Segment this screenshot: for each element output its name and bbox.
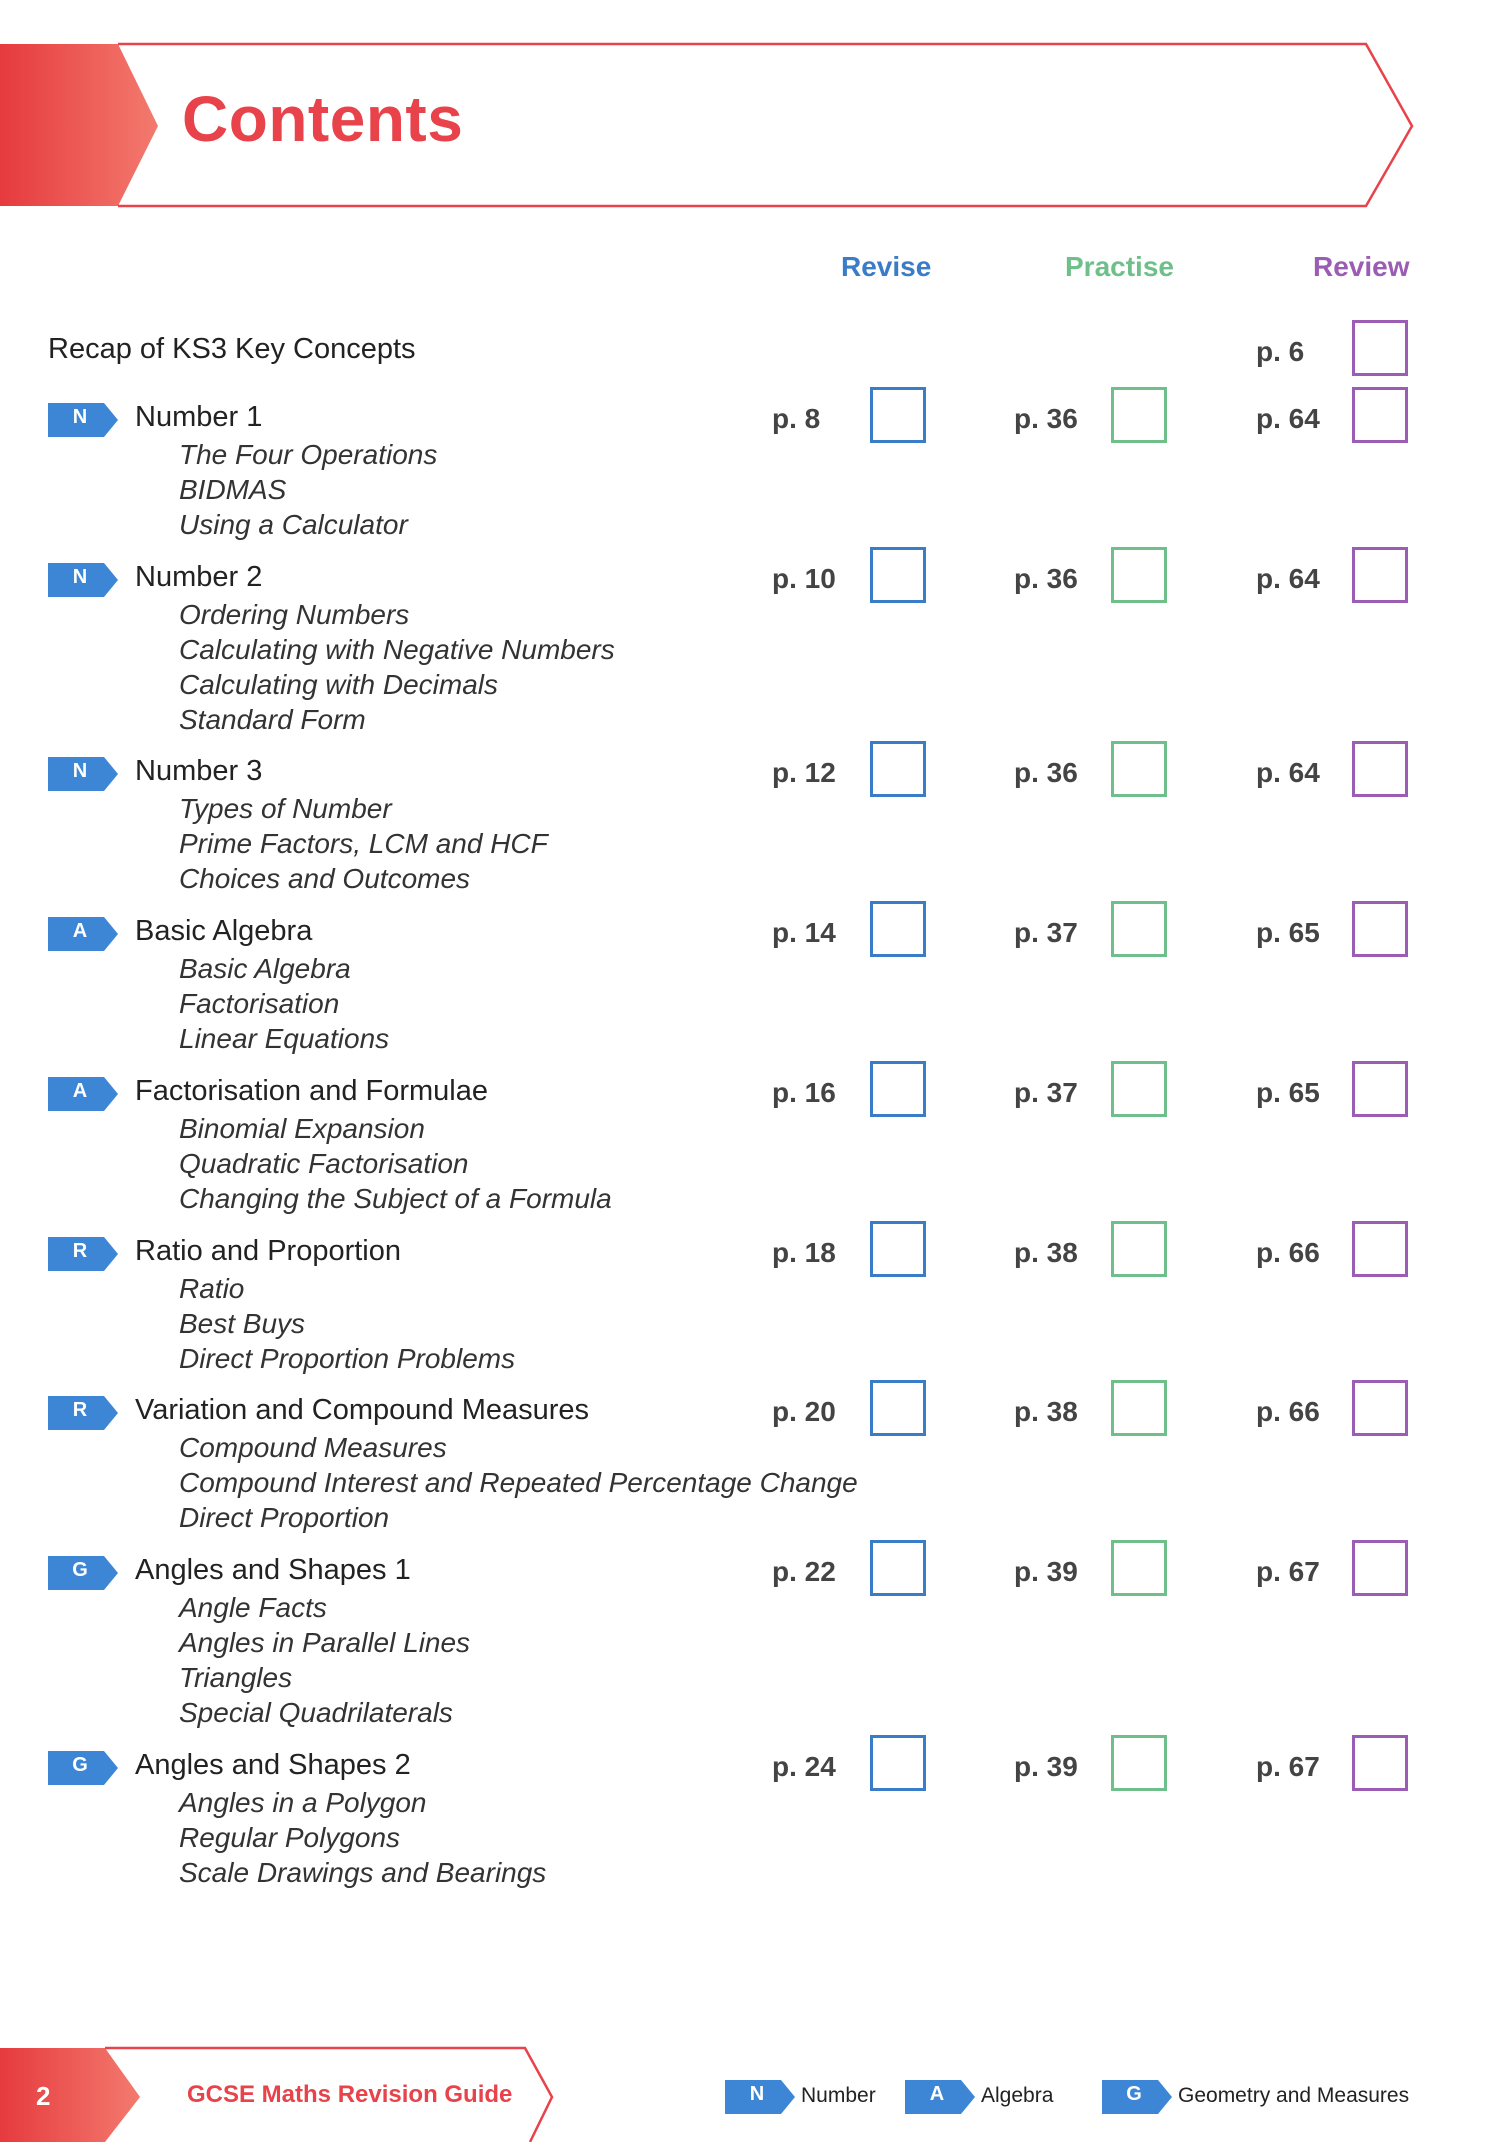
legend-badge — [1102, 2080, 1174, 2114]
subtopic-list — [179, 951, 389, 1056]
legend-badge-letter: N — [749, 2083, 765, 2105]
recap-title: Recap of KS3 Key Concepts — [48, 333, 416, 365]
subtopic-item: Changing the Subject of a Formula — [179, 1183, 612, 1214]
practise-checkbox[interactable] — [1111, 901, 1167, 957]
footer-chevron — [0, 2048, 140, 2142]
topic-title: Number 1 — [135, 401, 263, 433]
subtopic-item: Direct Proportion Problems — [179, 1343, 516, 1374]
revise-page: p. 10 — [772, 563, 836, 594]
topic-badge — [48, 1556, 120, 1590]
revise-checkbox[interactable] — [870, 741, 926, 797]
topic-badge — [48, 563, 120, 597]
subtopic-item: Angle Facts — [179, 1592, 327, 1623]
topic-badge — [48, 1237, 120, 1271]
topic-title: Variation and Compound Measures — [135, 1394, 590, 1426]
revise-page: p. 20 — [772, 1396, 836, 1427]
subtopic-list — [179, 437, 437, 542]
topic-title: Angles and Shapes 1 — [135, 1554, 411, 1586]
legend-badge-letter: G — [1126, 2083, 1142, 2105]
subtopic-item: Types of Number — [179, 793, 392, 824]
subtopic-item: Prime Factors, LCM and HCF — [179, 828, 548, 859]
practise-checkbox[interactable] — [1111, 1221, 1167, 1277]
subtopic-item: The Four Operations — [179, 439, 438, 470]
subtopic-item: Linear Equations — [179, 1023, 390, 1054]
revise-page: p. 12 — [772, 757, 836, 788]
practise-checkbox[interactable] — [1111, 1540, 1167, 1596]
review-page: p. 67 — [1256, 1751, 1320, 1782]
recap-review-checkbox[interactable] — [1352, 320, 1408, 376]
subtopic-list — [179, 1111, 612, 1216]
subtopic-item: Binomial Expansion — [179, 1113, 425, 1144]
subtopic-list — [179, 597, 615, 737]
subtopic-item: Calculating with Decimals — [179, 669, 499, 700]
revise-page: p. 14 — [772, 917, 836, 948]
practise-checkbox[interactable] — [1111, 1735, 1167, 1791]
topic-badge-letter: R — [72, 1240, 88, 1262]
topic-badge-letter: A — [72, 920, 88, 942]
subtopic-list — [179, 791, 548, 896]
subtopic-list — [179, 1785, 546, 1890]
review-page: p. 67 — [1256, 1556, 1320, 1587]
legend-badge — [905, 2080, 977, 2114]
column-header-practise: Practise — [1065, 251, 1174, 282]
subtopic-item: BIDMAS — [179, 474, 287, 505]
subtopic-item: Angles in a Polygon — [179, 1787, 427, 1818]
review-checkbox[interactable] — [1352, 741, 1408, 797]
subtopic-item: Quadratic Factorisation — [179, 1148, 469, 1179]
revise-checkbox[interactable] — [870, 901, 926, 957]
practise-checkbox[interactable] — [1111, 741, 1167, 797]
review-checkbox[interactable] — [1352, 387, 1408, 443]
subtopic-item: Basic Algebra — [179, 953, 351, 984]
subtopic-list — [179, 1430, 858, 1535]
topic-title: Factorisation and Formulae — [135, 1075, 488, 1107]
topic-badge — [48, 917, 120, 951]
review-page: p. 64 — [1256, 757, 1320, 788]
practise-page: p. 36 — [1014, 757, 1078, 788]
review-checkbox[interactable] — [1352, 1540, 1408, 1596]
review-checkbox[interactable] — [1352, 1735, 1408, 1791]
topic-badge — [48, 403, 120, 437]
subtopic-item: Using a Calculator — [179, 509, 408, 540]
subtopic-item: Ordering Numbers — [179, 599, 410, 630]
review-page: p. 66 — [1256, 1237, 1320, 1268]
topic-badge — [48, 757, 120, 791]
practise-page: p. 39 — [1014, 1751, 1078, 1782]
practise-checkbox[interactable] — [1111, 387, 1167, 443]
practise-page: p. 37 — [1014, 1077, 1078, 1108]
review-checkbox[interactable] — [1352, 901, 1408, 957]
practise-page: p. 39 — [1014, 1556, 1078, 1587]
subtopic-item: Regular Polygons — [179, 1822, 401, 1853]
subtopic-item: Factorisation — [179, 988, 340, 1019]
subtopic-item: Best Buys — [179, 1308, 306, 1339]
topic-badge-letter: R — [72, 1399, 88, 1421]
review-checkbox[interactable] — [1352, 1380, 1408, 1436]
subtopic-item: Compound Interest and Repeated Percentage Change — [179, 1467, 858, 1498]
subtopic-item: Special Quadrilaterals — [179, 1697, 453, 1728]
subtopic-item: Compound Measures — [179, 1432, 447, 1463]
practise-page: p. 38 — [1014, 1237, 1078, 1268]
practise-checkbox[interactable] — [1111, 1380, 1167, 1436]
subtopic-item: Standard Form — [179, 704, 366, 735]
subtopic-list — [179, 1590, 470, 1730]
review-page: p. 65 — [1256, 1077, 1320, 1108]
subtopic-item: Angles in Parallel Lines — [179, 1627, 471, 1658]
subtopic-item: Direct Proportion — [179, 1502, 390, 1533]
topic-badge-letter: G — [72, 1754, 88, 1776]
revise-page: p. 22 — [772, 1556, 836, 1587]
topic-title: Basic Algebra — [135, 915, 313, 947]
revise-checkbox[interactable] — [870, 1540, 926, 1596]
revise-page: p. 24 — [772, 1751, 836, 1782]
revise-checkbox[interactable] — [870, 1061, 926, 1117]
recap-review-page: p. 6 — [1256, 336, 1305, 367]
revise-page: p. 18 — [772, 1237, 836, 1268]
review-page: p. 64 — [1256, 403, 1320, 434]
header-chevron — [0, 44, 158, 206]
topic-badge — [48, 1751, 120, 1785]
review-checkbox[interactable] — [1352, 1061, 1408, 1117]
revise-checkbox[interactable] — [870, 387, 926, 443]
revise-checkbox[interactable] — [870, 1735, 926, 1791]
practise-checkbox[interactable] — [1111, 547, 1167, 603]
subtopic-item: Choices and Outcomes — [179, 863, 471, 894]
practise-page: p. 37 — [1014, 917, 1078, 948]
subtopic-list — [179, 1271, 515, 1376]
topic-title: Angles and Shapes 2 — [135, 1749, 411, 1781]
practise-page: p. 38 — [1014, 1396, 1078, 1427]
practise-page: p. 36 — [1014, 563, 1078, 594]
topic-badge-letter: G — [72, 1559, 88, 1581]
topic-badge-letter: N — [72, 566, 88, 588]
topic-title: Number 2 — [135, 561, 263, 593]
review-checkbox[interactable] — [1352, 547, 1408, 603]
practise-checkbox[interactable] — [1111, 1061, 1167, 1117]
subtopic-item: Scale Drawings and Bearings — [179, 1857, 547, 1888]
review-checkbox[interactable] — [1352, 1221, 1408, 1277]
column-header-revise: Revise — [841, 251, 932, 282]
review-page: p. 65 — [1256, 917, 1320, 948]
legend-label: Algebra — [981, 2084, 1054, 2107]
topic-badge — [48, 1396, 120, 1430]
topic-title: Ratio and Proportion — [135, 1235, 401, 1267]
legend-badge-letter: A — [929, 2083, 945, 2105]
topic-badge — [48, 1077, 120, 1111]
subtopic-item: Ratio — [179, 1273, 245, 1304]
legend-badge — [725, 2080, 797, 2114]
review-page: p. 66 — [1256, 1396, 1320, 1427]
topic-badge-letter: N — [72, 760, 88, 782]
subtopic-item: Triangles — [179, 1662, 293, 1693]
revise-checkbox[interactable] — [870, 1380, 926, 1436]
page-number: 2 — [36, 2081, 51, 2111]
topic-title: Number 3 — [135, 755, 263, 787]
subtopic-item: Calculating with Negative Numbers — [179, 634, 615, 665]
revise-checkbox[interactable] — [870, 1221, 926, 1277]
revise-page: p. 8 — [772, 403, 821, 434]
topic-badge-letter: N — [72, 406, 88, 428]
topic-badge-letter: A — [72, 1080, 88, 1102]
page-title: Contents — [182, 83, 464, 155]
legend-label: Geometry and Measures — [1178, 2084, 1410, 2107]
revise-checkbox[interactable] — [870, 547, 926, 603]
review-page: p. 64 — [1256, 563, 1320, 594]
legend-label: Number — [801, 2084, 876, 2107]
practise-page: p. 36 — [1014, 403, 1078, 434]
column-header-review: Review — [1313, 251, 1410, 282]
guide-title: GCSE Maths Revision Guide — [187, 2081, 513, 2108]
revise-page: p. 16 — [772, 1077, 836, 1108]
